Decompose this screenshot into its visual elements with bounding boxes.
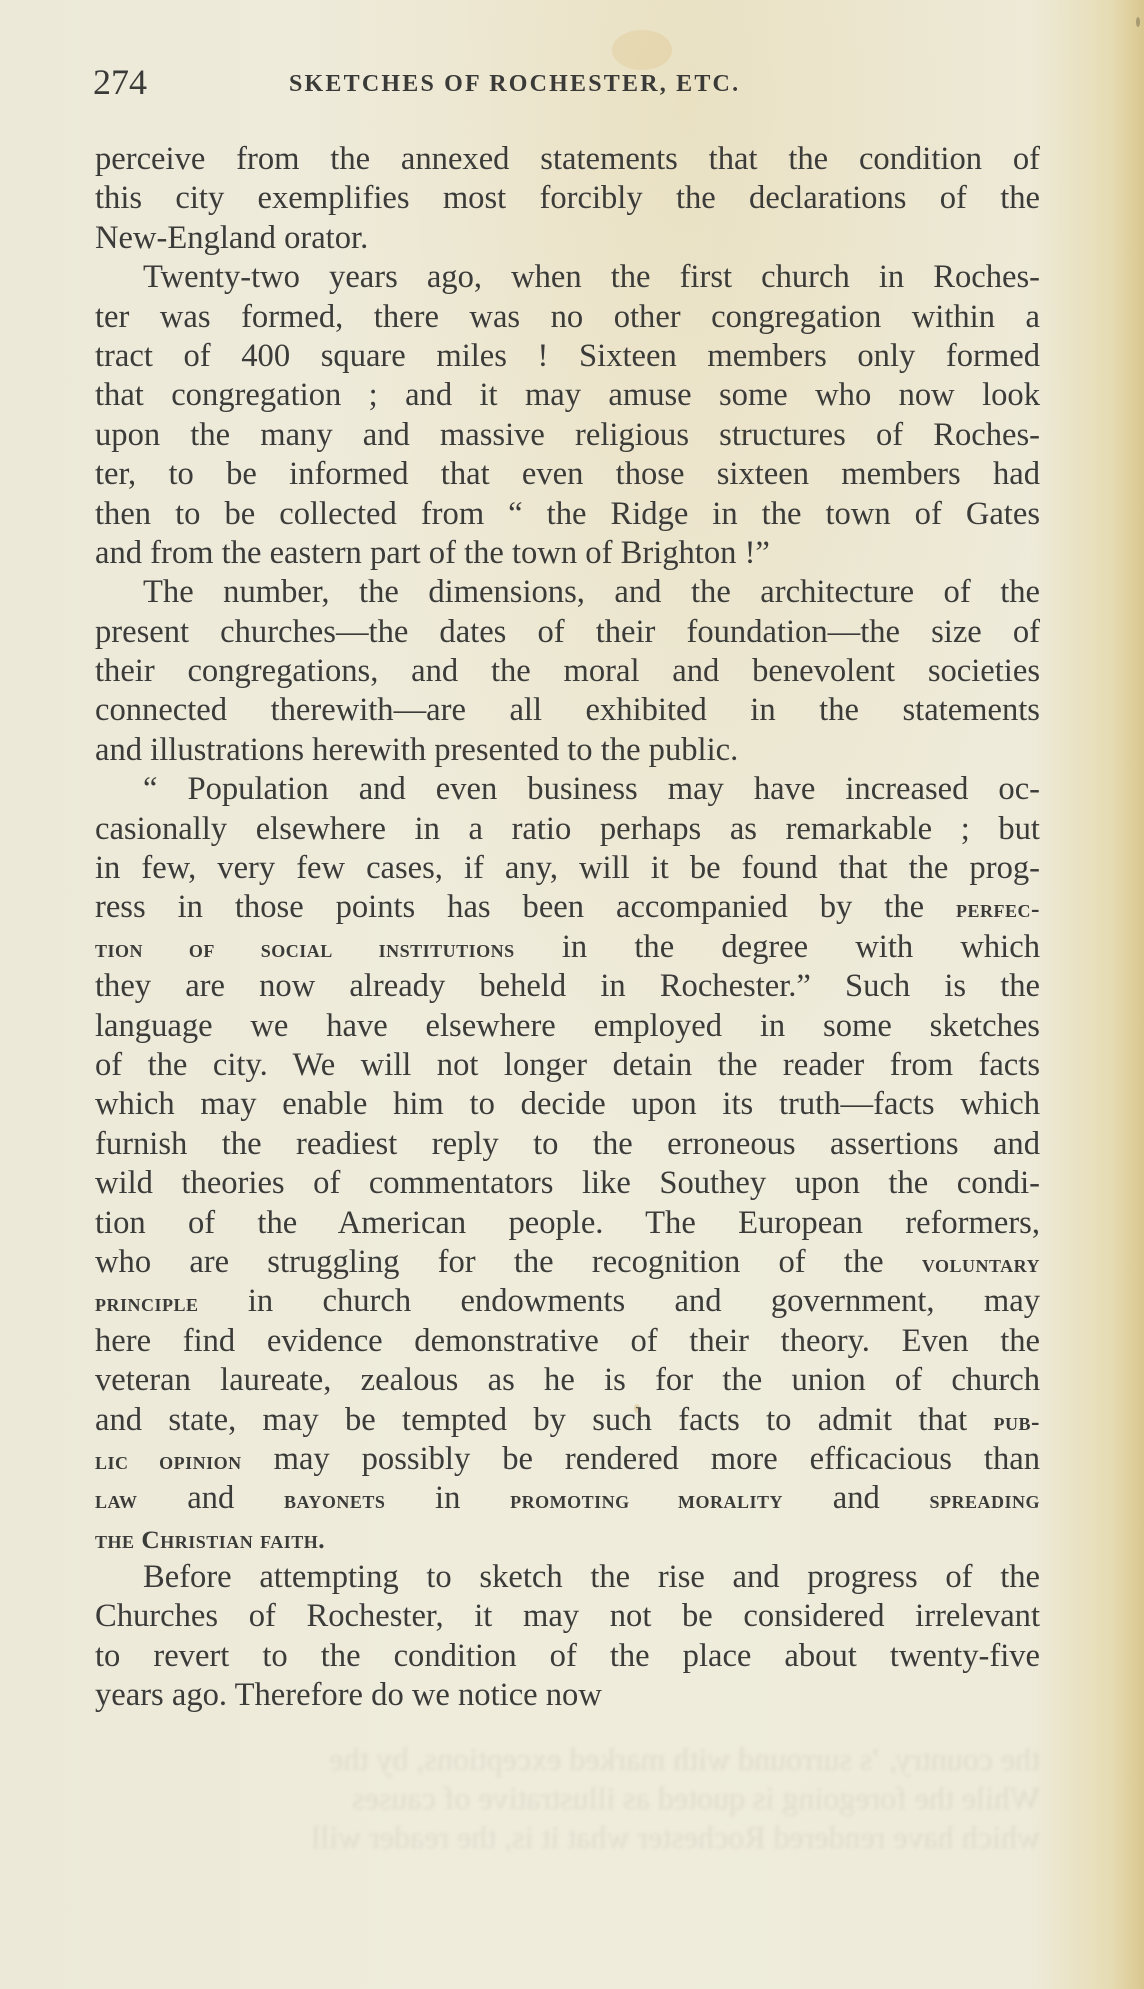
text-segment: may possibly be rendered more efficacious than bbox=[241, 1440, 1040, 1477]
text-segment: and state, may be tempted by such facts to admit that bbox=[95, 1401, 994, 1438]
body-text bbox=[95, 140, 1040, 1716]
small-caps-phrase: law bbox=[95, 1486, 138, 1515]
text-segment: and bbox=[783, 1480, 930, 1517]
text-line bbox=[95, 1401, 1040, 1440]
text-line bbox=[95, 1519, 1040, 1558]
running-head: SKETCHES OF ROCHESTER, ETC. bbox=[289, 71, 741, 97]
text-line: this city exemplifies most forcibly the declarations of the bbox=[95, 180, 1040, 217]
text-line: present churches—the dates of their foundation—the size of bbox=[95, 613, 1040, 650]
text-segment: in church endowments and government, may bbox=[198, 1283, 1040, 1320]
text-line: then to be collected from “ the Ridge in the town of Gates bbox=[95, 495, 1040, 532]
text-line: of the city. We will not longer detain the reader from facts bbox=[95, 1046, 1040, 1083]
text-line: upon the many and massive religious structures of Roches- bbox=[95, 416, 1040, 453]
text-line bbox=[95, 888, 1040, 927]
text-line: wild theories of commentators like Southey upon the condi- bbox=[95, 1165, 1040, 1202]
small-caps-phrase: spreading bbox=[929, 1486, 1040, 1515]
bleed-through-text bbox=[95, 1740, 1040, 1857]
text-line: their congregations, and the moral and benevolent societies bbox=[95, 653, 1040, 690]
text-line bbox=[95, 1243, 1040, 1282]
text-line: perceive from the annexed statements that the condition of bbox=[95, 141, 1040, 177]
text-line: they are now already beheld in Rochester.” Such is the bbox=[95, 968, 1040, 1005]
text-segment: in the degree with which bbox=[514, 928, 1040, 965]
text-line bbox=[95, 1282, 1040, 1321]
text-segment: and bbox=[137, 1480, 284, 1517]
text-line: Twenty-two years ago, when the first church in Roches- bbox=[143, 259, 1040, 296]
text-line: ter was formed, there was no other congregation within a bbox=[95, 298, 1040, 335]
text-segment: ress in those points has been accompanied by the bbox=[95, 889, 957, 926]
text-line: that congregation ; and it may amuse some who now look bbox=[95, 377, 1040, 414]
text-line: casionally elsewhere in a ratio perhaps as remarkable ; but bbox=[95, 810, 1040, 847]
text-line: New-England orator. bbox=[95, 219, 369, 256]
small-caps-phrase: promoting morality bbox=[510, 1486, 784, 1515]
text-line: Churches of Rochester, it may not be considered irrelevant bbox=[95, 1598, 1040, 1635]
text-line: in few, very few cases, if any, will it be found that the prog- bbox=[95, 850, 1040, 887]
text-line: ter, to be informed that even those sixteen members had bbox=[95, 456, 1040, 493]
small-caps-phrase: principle bbox=[95, 1289, 199, 1318]
bleed-through-line: the country, ’s surround with marked exceptions, by the bbox=[329, 1741, 1040, 1777]
page-header bbox=[93, 60, 853, 104]
text-line bbox=[95, 928, 1040, 967]
text-segment: in bbox=[385, 1480, 511, 1517]
text-line: and illustrations herewith presented to the public. bbox=[95, 731, 739, 768]
small-caps-phrase: pub- bbox=[993, 1407, 1040, 1436]
text-line: furnish the readiest reply to the erroneous assertions and bbox=[95, 1125, 1040, 1162]
text-line: and from the eastern part of the town of Brighton !” bbox=[95, 534, 770, 571]
text-line: tract of 400 square miles ! Sixteen members only formed bbox=[95, 337, 1040, 374]
small-caps-phrase: perfec- bbox=[956, 895, 1040, 924]
small-caps-phrase: bayonets bbox=[283, 1486, 386, 1515]
small-caps-phrase: voluntary bbox=[921, 1249, 1040, 1278]
text-line bbox=[95, 1479, 1040, 1518]
text-line: Before attempting to sketch the rise and progress of the bbox=[143, 1559, 1040, 1596]
small-caps-phrase: lic opinion bbox=[95, 1446, 242, 1475]
text-line: which may enable him to decide upon its truth—facts which bbox=[95, 1086, 1040, 1123]
small-caps-phrase: the Christian faith. bbox=[95, 1525, 326, 1554]
bleed-through-line: which have rendered Rochester what it is, the reader will bbox=[311, 1819, 1040, 1855]
text-line: veteran laureate, zealous as he is for the union of church bbox=[95, 1362, 1040, 1399]
text-line: tion of the American people. The European reformers, bbox=[95, 1204, 1040, 1241]
text-line: years ago. Therefore do we notice now bbox=[95, 1677, 602, 1714]
text-segment: who are struggling for the recognition of the bbox=[95, 1243, 922, 1280]
text-line bbox=[95, 1440, 1040, 1479]
text-line: language we have elsewhere employed in some sketches bbox=[95, 1007, 1040, 1044]
text-line: to revert to the condition of the place about twenty-five bbox=[95, 1637, 1040, 1674]
foxing-stain bbox=[1136, 17, 1140, 27]
text-line: connected therewith—are all exhibited in the statements bbox=[95, 692, 1040, 729]
page-number: 274 bbox=[93, 62, 147, 102]
bleed-through-line: While the foregoing is quoted as illustrative of causes bbox=[352, 1780, 1040, 1816]
text-line: here find evidence demonstrative of their theory. Even the bbox=[95, 1322, 1040, 1359]
small-caps-phrase: tion of social institutions bbox=[95, 934, 515, 963]
text-line: “ Population and even business may have increased oc- bbox=[143, 771, 1040, 808]
text-line: The number, the dimensions, and the architecture of the bbox=[143, 574, 1040, 611]
